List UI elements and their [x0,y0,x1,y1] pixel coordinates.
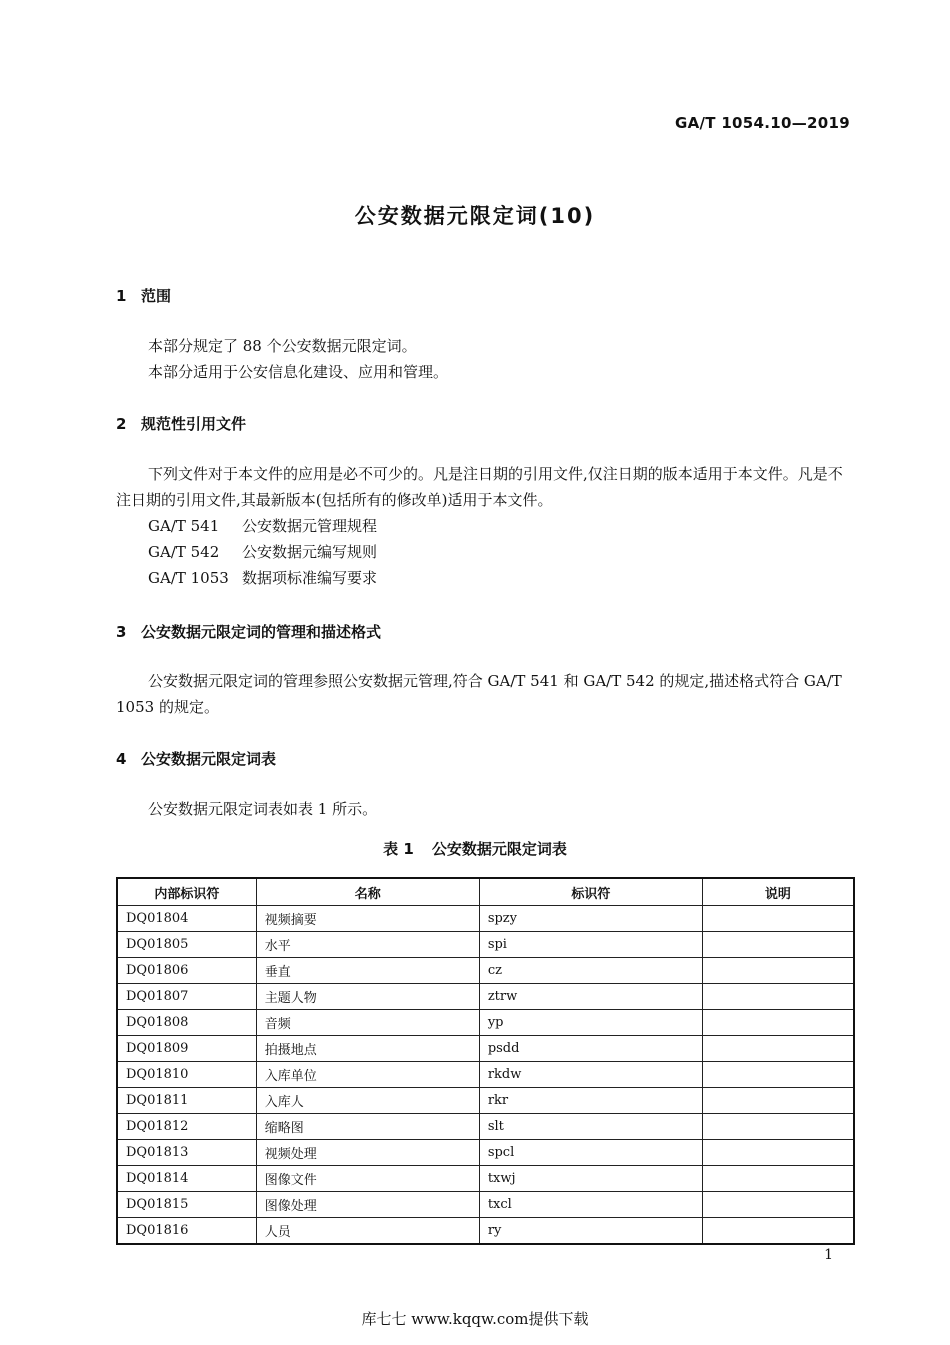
identifier-cell: ry [479,1218,702,1245]
standard-number: GA/T 1054.10—2019 [674,114,850,132]
name-cell: 图像处理 [256,1192,479,1218]
identifier-cell: rkdw [479,1062,702,1088]
table-row [117,1218,854,1245]
table-row [117,1140,854,1166]
description-cell [702,1192,854,1218]
name-cell: 缩略图 [256,1114,479,1140]
section-title: 范围 [141,287,172,305]
name-cell: 主题人物 [256,984,479,1010]
page-title: 公安数据元限定词(10) [354,204,596,228]
table-caption-label: 表 1 [383,840,414,858]
description-cell [702,1166,854,1192]
name-cell: 拍摄地点 [256,1036,479,1062]
table-caption-title: 公安数据元限定词表 [431,840,567,858]
name-cell: 入库单位 [256,1062,479,1088]
section-2-heading [116,413,246,434]
internal-id-cell: DQ01813 [117,1140,256,1166]
table-row [117,1036,854,1062]
section-1-heading [116,285,171,306]
name-cell: 水平 [256,932,479,958]
internal-id-cell: DQ01810 [117,1062,256,1088]
identifier-cell: spcl [479,1140,702,1166]
name-cell: 音频 [256,1010,479,1036]
description-cell [702,958,854,984]
table-row [117,932,854,958]
table-caption [0,838,950,859]
section-title: 规范性引用文件 [141,415,247,433]
section-title: 公安数据元限定词表 [141,750,277,768]
identifier-cell: ztrw [479,984,702,1010]
identifier-cell: spzy [479,906,702,932]
reference-item [148,567,377,588]
section-title: 公安数据元限定词的管理和描述格式 [141,623,382,641]
section-1-paragraph-1: 本部分规定了 88 个公安数据元限定词。 [148,337,417,355]
section-4-heading [116,748,276,769]
name-cell: 人员 [256,1218,479,1245]
table-row [117,1088,854,1114]
download-footer: 库七七 www.kqqw.com提供下载 [361,1310,589,1328]
description-cell [702,1140,854,1166]
section-number: 3 [116,623,127,641]
section-3-paragraph: 公安数据元限定词的管理参照公安数据元管理,符合 GA/T 541 和 GA/T 542 的规定,描述格式符合 GA/T 1053 的规定。 [116,672,842,716]
table-row [117,1062,854,1088]
identifier-cell: txcl [479,1192,702,1218]
internal-id-cell: DQ01811 [117,1088,256,1114]
internal-id-cell: DQ01804 [117,906,256,932]
identifier-cell: rkr [479,1088,702,1114]
section-number: 4 [116,750,127,768]
table-row [117,1166,854,1192]
page-number: 1 [824,1247,833,1263]
internal-id-cell: DQ01808 [117,1010,256,1036]
table-header-row [117,878,854,906]
table-row [117,958,854,984]
description-cell [702,1036,854,1062]
name-cell: 垂直 [256,958,479,984]
name-cell: 视频处理 [256,1140,479,1166]
column-header: 标识符 [479,878,702,906]
column-header: 说明 [702,878,854,906]
identifier-cell: yp [479,1010,702,1036]
internal-id-cell: DQ01806 [117,958,256,984]
section-3-heading [116,621,381,642]
table-row [117,984,854,1010]
reference-title: 公安数据元管理规程 [242,517,378,535]
internal-id-cell: DQ01809 [117,1036,256,1062]
description-cell [702,1114,854,1140]
reference-code: GA/T 1053 [148,569,229,587]
column-header: 名称 [256,878,479,906]
qualifier-table [116,877,855,1245]
identifier-cell: txwj [479,1166,702,1192]
name-cell: 图像文件 [256,1166,479,1192]
table-row [117,1010,854,1036]
internal-id-cell: DQ01815 [117,1192,256,1218]
internal-id-cell: DQ01816 [117,1218,256,1245]
reference-item [148,541,377,562]
section-2-paragraph: 下列文件对于本文件的应用是必不可少的。凡是注日期的引用文件,仅注日期的版本适用于本文件。凡是不注日期的引用文件,其最新版本(包括所有的修改单)适用于本文件。 [116,465,843,509]
identifier-cell: cz [479,958,702,984]
description-cell [702,1218,854,1245]
internal-id-cell: DQ01814 [117,1166,256,1192]
identifier-cell: psdd [479,1036,702,1062]
name-cell: 视频摘要 [256,906,479,932]
internal-id-cell: DQ01807 [117,984,256,1010]
section-number: 1 [116,287,127,305]
description-cell [702,1010,854,1036]
table-row [117,1192,854,1218]
reference-title: 数据项标准编写要求 [242,569,378,587]
description-cell [702,1062,854,1088]
reference-title: 公安数据元编写规则 [242,543,378,561]
table-body [117,906,854,1245]
name-cell: 入库人 [256,1088,479,1114]
section-4-paragraph: 公安数据元限定词表如表 1 所示。 [148,800,378,818]
description-cell [702,1088,854,1114]
internal-id-cell: DQ01812 [117,1114,256,1140]
reference-item [148,515,377,536]
internal-id-cell: DQ01805 [117,932,256,958]
description-cell [702,932,854,958]
column-header: 内部标识符 [117,878,256,906]
section-1-paragraph-2: 本部分适用于公安信息化建设、应用和管理。 [148,363,449,381]
table-row [117,1114,854,1140]
description-cell [702,984,854,1010]
identifier-cell: spi [479,932,702,958]
reference-code: GA/T 542 [148,543,220,561]
identifier-cell: slt [479,1114,702,1140]
reference-code: GA/T 541 [148,517,220,535]
description-cell [702,906,854,932]
section-number: 2 [116,415,127,433]
table-row [117,906,854,932]
